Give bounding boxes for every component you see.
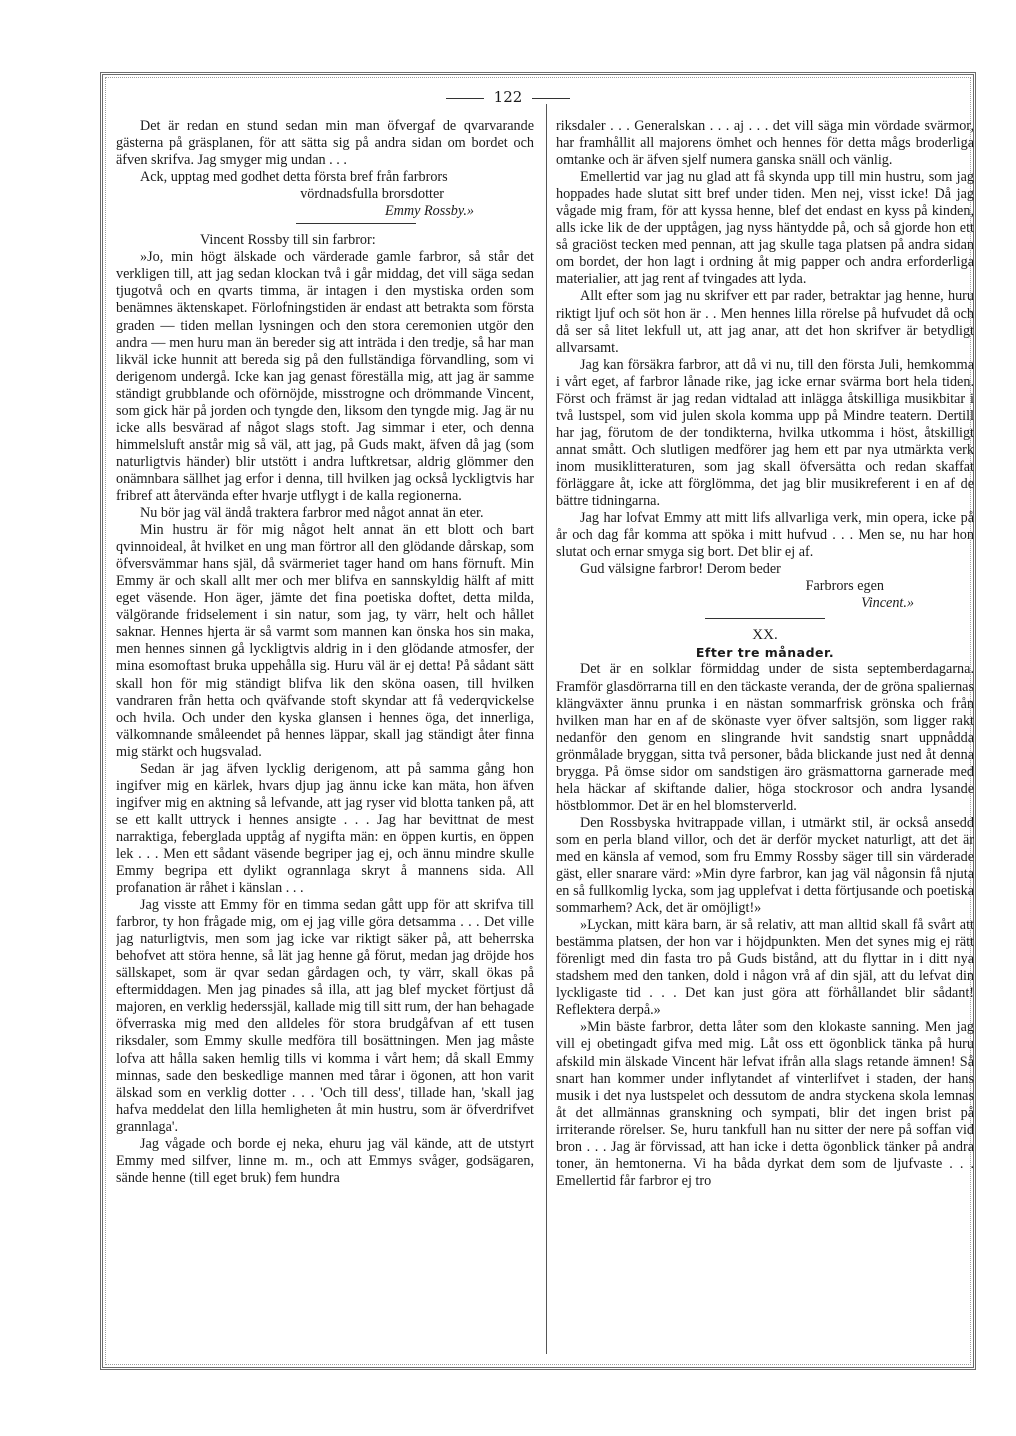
paragraph: Jag vågade och borde ej neka, ehuru jag väl kände, att de utstyrt Emmy med silfver, linne m. m., och att Emmys svåger, godsägaren, sände henne (till eget bruk) fem hundra — [116, 1135, 534, 1186]
paragraph: Jag kan försäkra farbror, att då vi nu, till den första Juli, hemkomma i vårt eget, af farbror lånade rike, jag icke ernar svärma bort hela tiden. Först och främst är jag redan vidtalad att inlägga åtskilliga musikbitar i två lustspel, som vid julen skola komma upp på Mindre teatern. Dertill har jag, förutom de der tondikterna, hvilka utkomma i höst, åtskilligt annat smått. Och slutligen medförer jag hem ett par nya utmärkta verk inom musiklitteraturen, som jag skall öfversätta och redan skaffat förläggare åt, icke att förglömma, det jag blir musikreferent i en af de bättre tidningarna. — [556, 356, 974, 510]
paragraph: »Lyckan, mitt kära barn, är så relativ, att man alltid skall få svårt att bestämma platsen, der hon var i höjdpunkten. Men det synes mig ej rätt förenligt med din fasta tro på Guds bistånd, att du flyttar in i ditt nya stadshem med den tanken, dold i någon vrå af din själ, att du lefvat din lyckligaste tid . . . Det kan just göra att förhållandet blir sådant! Reflektera derpå.» — [556, 917, 974, 1019]
page-number — [0, 88, 1016, 106]
paragraph: Nu bör jag väl ändå traktera farbror med något annat än eter. — [140, 505, 484, 522]
closing-line: vördnadsfulla brorsdotter — [300, 186, 444, 203]
section-number: XX. — [752, 627, 778, 644]
column-divider — [546, 104, 547, 1354]
paragraph: Det är en solklar förmiddag under de sista septemberdagarna. Framför glasdörrarna till en den täckaste veranda, der de gröna spaliernas klängväxter ännu prunka i en nästan sommarfrisk grönska och från hvilken man har en af de skönaste vyer öfver saltsjön, som ligger rakt nedanför den genom en slingrande hvit sandstig snart uppnådda grönmålade bryggan, sitta två personer, båda blickande just ned åt denna brygga. På ömse sidor om sandstigen äro gräsmattorna garnerade med hela häckar af skiftande dalier, höga stockrosor och andra lysande höstblommor. Det är en hel blomsterverld. — [556, 661, 974, 814]
paragraph: Gud välsigne farbror! Derom beder — [580, 561, 781, 578]
separator-rule — [296, 223, 416, 224]
section-subtitle: Efter tre månader. — [695, 645, 835, 661]
paragraph: Ack, upptag med godhet detta första bref från farbrors — [140, 169, 448, 186]
closing-line: Farbrors egen — [805, 578, 884, 595]
paragraph: Allt efter som jag nu skrifver ett par rader, betraktar jag henne, huru riktigt ljuf och söt hon är . . Men hennes lilla rörelse på hufvudet då och då ser så litet lekfull ut, att jag anar, att det hon skrifver är betydligt allvarsamt. — [556, 288, 974, 356]
paragraph: Sedan är jag äfven lycklig derigenom, att på samma gång hon ingifver mig en kärlek, hvars djup jag ännu icke kan mäta, hon äfven ingifver mig en aktning så lefvande, att jag ryser vid blotta tanken på, att se ett kallt uttryck i hennes ansigte . . . Jag har bevittnat de mest narraktiga, feberglada upptåg af nygifta män: en öppen kurtis, en öppen lek . . . Men ett sådant väsende begriper jag ej, och ännu mindre skulle Emmy begripa ett dylikt ogrannlaga skryt å mannens sida. All profanation är råhet i känslan . . . — [116, 760, 534, 897]
right-column — [556, 118, 974, 1350]
signature: Emmy Rossby.» — [384, 203, 474, 220]
separator-rule — [705, 618, 825, 619]
paragraph: »Jo, min högt älskade och värderade gamle farbror, så står det verkligen till, att jag sedan klockan två i går middag, det vill säga sedan tjugotvå och en qvarts timma, är intagen i den mystiska orden som benämnes äktenskapet. Förlofningstiden är endast att betrakta som första graden — tiden mellan lysningen och den stora ceremonien utgör den andra — men huru man än bereder sig att inträda i den tredje, så har man likväl icke hunnit att bereda sig på den fullständiga förvandling, som vi derigenom undergå. Icke kan jag genast föreställa mig, att jag är samme ständigt grubblande och oförnöjde, misstrogne och drömmande Vincent, som gick här på jorden och tyngde den, liksom den tyngde mig. Jag är nu icke alls besvärad af något slags stoft. Jag simmar i eter, och denna himmelsluft anstår mig så väl, att jag, på Guds makt, äfven då jag (som naturligtvis händer) blir utstött i andra luftkretsar, aldrig glömmer den onämnbara sällhet jag erfor i denna, till hvilken jag också lyckligtvis har fribref att återvända efter hvarje utflygt i de kalla regionerna. — [116, 249, 534, 504]
speaker-heading: Vincent Rossby till sin farbror: — [200, 232, 376, 249]
left-column — [116, 118, 534, 1350]
page-number-text: 122 — [493, 88, 523, 106]
signature: Vincent.» — [861, 595, 914, 612]
paragraph: Jag visste att Emmy för en timma sedan gått upp för att skrifva till farbror, ty hon frågade mig, om ej jag ville göra detsamma . . . Det ville jag naturligtvis, men som jag icke var riktigt säker på, att beherrska behofvet att störa henne, så lät jag henne gå förut, medan jag dröjde hos sällskapet, som är qvar sedan gårdagen och, ty värr, skall ökas på eftermiddagen. Men jag pinades så illa, att jag blef mycket förtjust då majoren, en verklig hederssjäl, kallade mig till sitt rum, der han behagade öfverraska mig med den alldeles för stora brudgåfvan af ett tusen riksdaler, som Emmy skulle medföra till bosättningen. Men jag måste lofva att hålla saken hemlig tills vi komma i vårt hem; då skall Emmy minnas, sade den beskedlige mannen med tårar i ögonen, att hon varit älskad som en verklig dotter . . . 'Och till dess', tillade han, 'skall jag hafva meddelat den lilla hemligheten åt min hustru, som är öfverdrifvet grannlaga'. — [116, 897, 534, 1135]
page-number-dash-left — [446, 98, 484, 99]
paragraph: Emellertid var jag nu glad att få skynda upp till min hustru, som jag hoppades hade slutat sitt bref under tiden. Men nej, visst icke! Då jag vågade mig fram, för att kyssa henne, blef det endast en kyss på kinden, alls icke lik de der upptågen, jag nyss häntydde på, och så gjorde hon ett så graciöst tecken med pennan, att jag skulle taga platsen på andra sidan om bordet, der hon lagt i ordning åt mig papper och andra erforderliga materialier, att jag rent af tvingades att lyda. — [556, 169, 974, 288]
paragraph: Det är redan en stund sedan min man öfvergaf de qvarvarande gästerna på gräsplanen, för att sätta sig på andra sidan om bordet och äfven skrifva. Jag smyger mig undan . . . — [116, 118, 534, 169]
paragraph: riksdaler . . . Generalskan . . . aj . . . det vill säga min vördade svärmor, har framhållit all majorens ömhet och hennes för detta mågs broderliga omtanke och är äfven sjelf numera ganska snäll och vänlig. — [556, 118, 974, 169]
paragraph: »Min bäste farbror, detta låter som den klokaste sanning. Men jag vill ej obetingadt gifva med mig. Låt oss ett ögonblick tänka på huru afskild min älskade Vincent här lefvat ifrån alla slags retande ämnen! Så snart han kommer under inflytandet af vinterlifvet i staden, der hans musik i det nya lustspelet och dessutom de andra styckena skola lemnas åt det allmännas granskning och sympati, blir det ingen brist på irriterande rörelser. Se, huru tankfull han nu sitter der nere på soffan vid bron . . . Jag är förvissad, att han icke i detta ögonblick tänker på andra toner, än hemtonerna. Vi ha båda dyrkat dem som de ljufvaste . . . Emellertid får farbror ej tro — [556, 1019, 974, 1189]
page-number-dash-right — [532, 98, 570, 99]
paragraph: Jag har lofvat Emmy att mitt lifs allvarliga verk, min opera, icke på år och dag får komma att spöka i mitt hufvud . . . Men se, nu har hon slutat och ernar smyga sig bort. Det blir ej af. — [556, 510, 974, 561]
paragraph: Den Rossbyska hvitrappade villan, i utmärkt stil, är också ansedd som en perla bland villor, och det är derför mycket naturligt, att det är med en känsla af vemod, som fru Emmy Rossby säger till sin värderade gäst, eller snarare värd: »Min dyre farbror, kan jag väl någonsin få njuta en så fullkomlig lycka, som jag upplefvat i detta förtjusande och poetiska sommarhem? Ack, det är omöjligt!» — [556, 814, 974, 917]
paragraph: Min hustru är för mig något helt annat än ett blott och bart qvinnoideal, åt hvilket en ung man förtror all den glödande dårskap, som öfversvämmar hans själ, då svärmeriet tager hand om hans förnuft. Min Emmy är och skall allt mer och mer blifva en sannskyldig hälft af mitt eget väsende. Hon äger, jämte det fina poetiska doftet, detta milda, välgörande fridselement i sin natur, som jag, ty värr, helt och hållet saknar. Hennes hjerta är så varmt som mannen kan önska hos sin maka, men hennes sinnen gå lyckligtvis aldrig in i den glödande atmosfer, der mina esomoftast bruka uppehålla sig. Huru väl är ej detta! På sådant sätt skall hon för mig ständigt blifva lik den sköna oasen, till hvilken vandraren från hetta och qväfvande stoft skyndar att få vederqvickelse och hvila. Och under den kyska glansen i hennes öga, det innerliga, välkomnande småleendet på hennes läppar, skall jag ständigt åter finna mig stärkt och hugsvalad. — [116, 522, 534, 760]
